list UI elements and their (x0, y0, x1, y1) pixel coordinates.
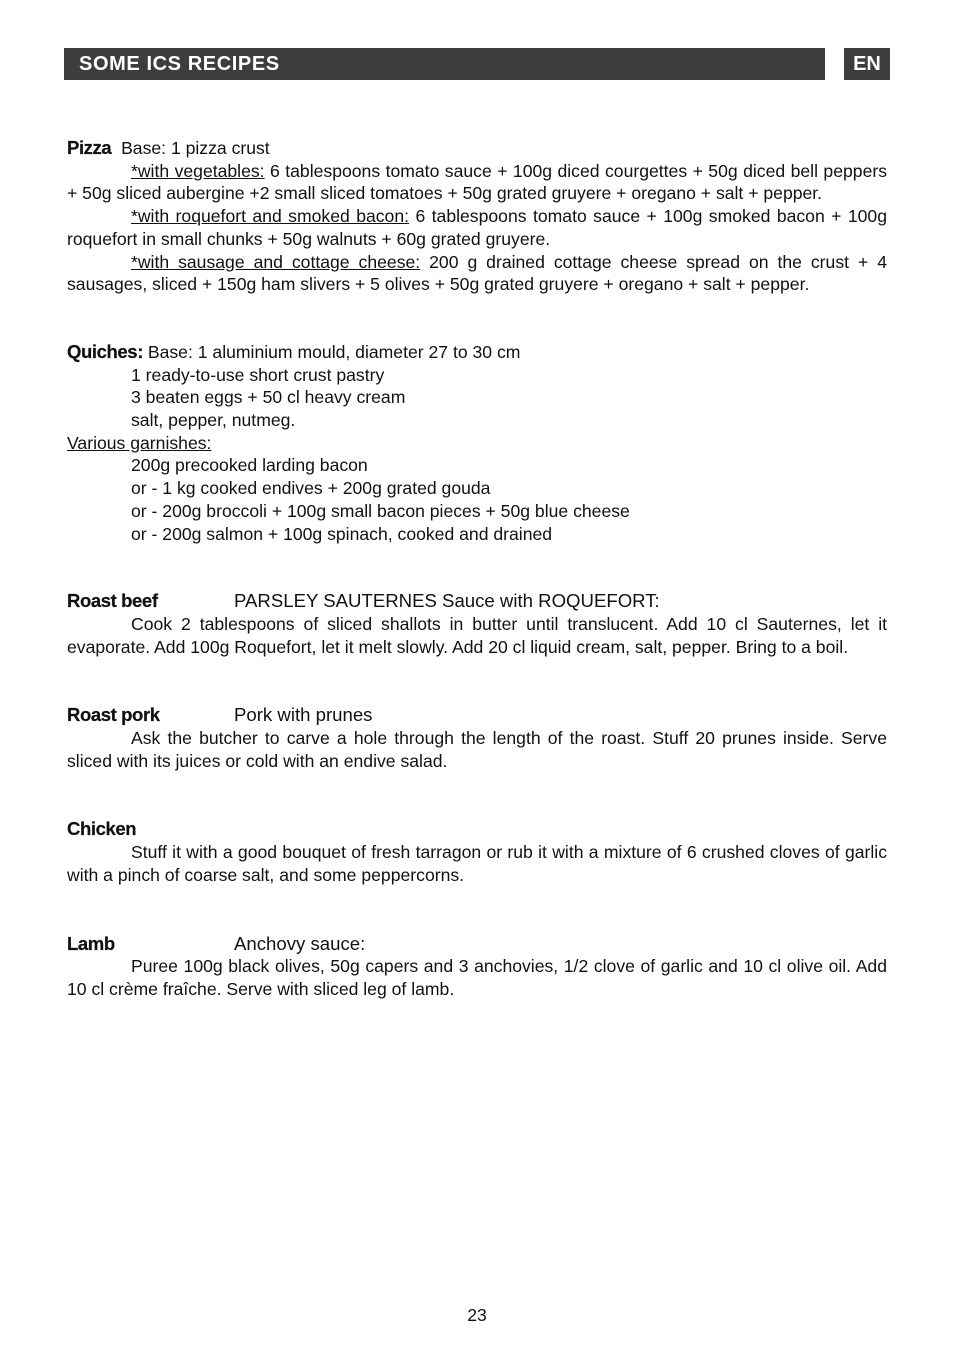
recipe-roast-beef (67, 590, 887, 658)
quiches-garnish: 200g precooked larding bacon (131, 455, 368, 476)
pizza-variant-label: *with sausage and cottage cheese: (131, 251, 421, 272)
pizza-variant-label: *with roquefort and smoked bacon: (131, 206, 410, 227)
language-badge: EN (844, 48, 890, 80)
roast-pork-text: Ask the butcher to carve a hole through the length of the roast. Stuff 20 prunes inside. Serve sliced with its juices or cold with an endive salad. (67, 728, 887, 771)
recipe-content (67, 137, 887, 1001)
roast-pork-subtitle: Pork with prunes (234, 704, 373, 726)
pizza-variant-label: *with vegetables: (131, 160, 265, 181)
pizza-variant-text: 6 tablespoons tomato sauce + 100g diced courgettes + 50g diced bell peppers + 50g sliced aubergine +2 small sliced tomatoes + 50g grated gruyere + oregano + salt + pepper. (67, 160, 888, 204)
quiches-line: salt, pepper, nutmeg. (131, 410, 296, 431)
recipe-title-pizza: Pizza (67, 137, 112, 158)
quiches-garnish: or - 200g broccoli + 100g small bacon pieces + 50g blue cheese (131, 500, 630, 521)
lamb-text: Puree 100g black olives, 50g capers and 3 anchovies, 1/2 clove of garlic and 10 cl olive oil. Add 10 cl crème fraîche. Serve with sliced leg of lamb. (67, 956, 887, 999)
recipe-chicken (67, 818, 887, 886)
quiches-garnish: or - 200g salmon + 100g spinach, cooked and drained (131, 523, 553, 544)
recipe-lamb (67, 933, 887, 1001)
pizza-variant-vegetables (67, 160, 887, 205)
roast-beef-subtitle: PARSLEY SAUTERNES Sauce with ROQUEFORT: (234, 590, 660, 612)
section-title: SOME ICS RECIPES (79, 53, 280, 75)
lamb-subtitle: Anchovy sauce: (234, 932, 366, 954)
page-number: 23 (467, 1305, 487, 1325)
quiches-base: Base: 1 aluminium mould, diameter 27 to 30 cm (142, 341, 521, 362)
quiches-line: 3 beaten eggs + 50 cl heavy cream (131, 387, 406, 408)
recipe-title-roast-beef: Roast beef (67, 590, 158, 612)
pizza-variant-text: 200 g drained cottage cheese spread on the crust + 4 sausages, sliced + 150g ham slivers + 5 olives + 50g grated gruyere + oregano + salt + pepper. (67, 251, 887, 295)
recipe-title-chicken: Chicken (67, 818, 137, 840)
section-header-bar (64, 48, 825, 80)
quiches-line: 1 ready-to-use short crust pastry (131, 364, 385, 385)
chicken-text: Stuff it with a good bouquet of fresh tarragon or rub it with a mixture of 6 crushed cloves of garlic with a pinch of coarse salt, and some peppercorns. (67, 842, 887, 885)
quiches-garnish-label: Various garnishes: (67, 432, 212, 453)
pizza-variant-text: 6 tablespoons tomato sauce + 100g smoked bacon + 100g roquefort in small chunks + 50g walnuts + 60g grated gruyere. (67, 206, 888, 249)
recipe-title-quiches: Quiches: (67, 340, 143, 362)
recipe-quiches (67, 341, 887, 545)
pizza-variant-roquefort (67, 205, 887, 250)
pizza-base: Base: 1 pizza crust (121, 138, 270, 158)
recipe-title-roast-pork: Roast pork (67, 704, 160, 726)
roast-beef-text: Cook 2 tablespoons of sliced shallots in butter until translucent. Add 10 cl Sauternes, let it evaporate. Add 100g Roquefort, let it melt slowly. Add 20 cl liquid cream, salt, pepper. Bring to a boil. (67, 613, 887, 657)
pizza-variant-sausage (67, 251, 887, 296)
quiches-garnish: or - 1 kg cooked endives + 200g grated gouda (131, 478, 491, 499)
recipe-title-lamb: Lamb (67, 932, 115, 954)
recipe-roast-pork (67, 704, 887, 772)
recipe-pizza (67, 137, 887, 296)
